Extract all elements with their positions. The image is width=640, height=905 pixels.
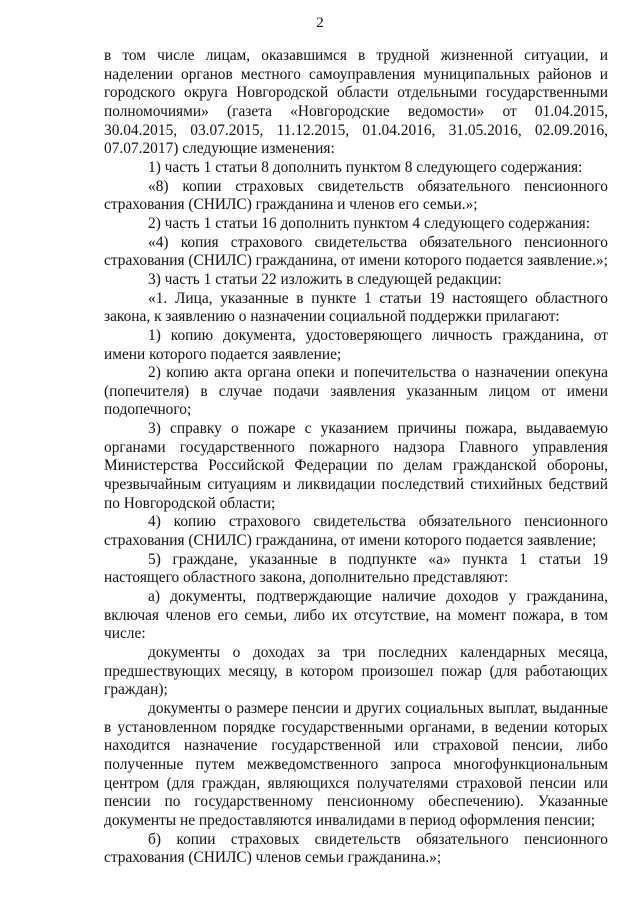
paragraph-subitem-2: 2) копию акта органа опеки и попечительства о назначении опекуна (попечителя) в случае подачи заявления указанным лицом от имени подопечного; — [104, 364, 608, 419]
paragraph-income-documents: документы о доходах за три последних календарных месяца, предшествующих месяцу, в котором произошел пожар (для работающих граждан); — [104, 644, 608, 699]
paragraph-quote-4: «4) копия страхового свидетельства обязательного пенсионного страхования (СНИЛС) гражданина, от имени которого подается заявление.»; — [104, 233, 608, 270]
paragraph-subitem-1: 1) копию документа, удостоверяющего личность гражданина, от имени которого подается заявление; — [104, 326, 608, 363]
paragraph-intro-continuation: в том числе лицам, оказавшимся в трудной жизненной ситуации, и наделении органов местного самоуправления муниципальных районов и городского округа Новгородской области отдельными государственными полномочиями» (газета «Новгородские ведомости» от 01.04.2015, 30.04.2015, 03.07.2015, 11.12.2015, 01.04.2016, 31.05.2016, 02.09.2016, 07.07.2017) следующие изменения: — [104, 47, 608, 158]
paragraph-item-2: 2) часть 1 статьи 16 дополнить пунктом 4 следующего содержания: — [148, 214, 590, 232]
document-body — [104, 47, 608, 868]
paragraph-subitem-5: 5) граждане, указанные в подпункте «а» пункта 1 статьи 19 настоящего областного закона, дополнительно представляют: — [104, 550, 608, 587]
paragraph-subitem-a: а) документы, подтверждающие наличие доходов у гражданина, включая членов его семьи, либо их отсутствие, на момент пожара, в том числе: — [104, 588, 608, 643]
paragraph-pension-documents: документы о размере пенсии и других социальных выплат, выданные в установленном порядке государственными органами, в ведении которых находится назначение государственной или страховой пенсии, либо полученные путем межведомственного запроса многофункциональным центром (для граждан, являющихся получателями страховой пенсии или пенсии по государственному пенсионному обеспечению). Указанные документы не предоставляются инвалидами в период оформления пенсии; — [104, 699, 608, 829]
paragraph-quote-8: «8) копии страховых свидетельств обязательного пенсионного страхования (СНИЛС) гражданина и членов его семьи.»; — [104, 177, 608, 214]
page-number: 2 — [316, 15, 324, 31]
paragraph-item-1: 1) часть 1 статьи 8 дополнить пунктом 8 следующего содержания: — [148, 158, 583, 176]
paragraph-subitem-b: б) копии страховых свидетельств обязательного пенсионного страхования (СНИЛС) членов семьи гражданина.»; — [104, 830, 608, 867]
paragraph-subitem-4: 4) копию страхового свидетельства обязательного пенсионного страхования (СНИЛС) гражданина, от имени которого подается заявление; — [104, 513, 608, 550]
paragraph-item-3: 3) часть 1 статьи 22 изложить в следующей редакции: — [148, 270, 502, 288]
paragraph-subitem-3: 3) справку о пожаре с указанием причины пожара, выдаваемую органами государственного пожарного надзора Главного управления Министерства Российской Федерации по делам гражданской обороны, чрезвычайным ситуациям и ликвидации последствий стихийных бедствий по Новгородской области; — [104, 420, 608, 512]
paragraph-article-22-part-1: «1. Лица, указанные в пункте 1 статьи 19 настоящего областного закона, к заявлению о назначении социальной поддержки прилагают: — [104, 289, 608, 326]
